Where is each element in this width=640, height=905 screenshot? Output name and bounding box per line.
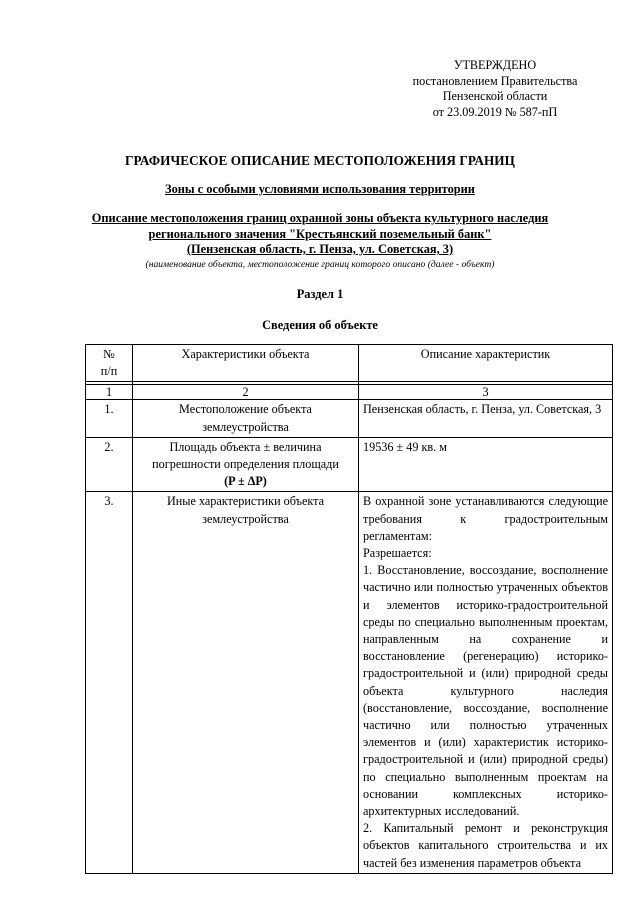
allowed-heading: Разрешается: — [363, 546, 432, 561]
section-heading: Раздел 1 — [296, 287, 344, 301]
description-note: (наименование объекта, местоположение границ которого описано (далее - объект) — [145, 259, 495, 270]
header-description: Описание характеристик — [359, 345, 613, 382]
row-number: 2. — [86, 437, 133, 492]
header-characteristics: Характеристики объекта — [133, 345, 359, 382]
row-value: Пензенская область, г. Пенза, ул. Советская, 3 — [359, 400, 613, 437]
document-subtitle: Зоны с особыми условиями использования территории — [165, 182, 475, 196]
description-line: Описание местоположения границ охранной зоны объекта культурного наследия — [91, 211, 549, 225]
approval-line: постановлением Правительства — [412, 73, 578, 88]
requirements-intro: В охранной зоне устанавливаются следующие требования к градостроительным регламентам: — [363, 494, 608, 543]
allowed-item: 1. Восстановление, воссоздание, восполнение частично или полностью утраченных объектов и элементов историко-градостроительной среды по специально выполненным проектам, направленным на сохранение и восстановление (регенерацию) историко-градостроительной и (или) природной среды объекта культурного наследия (восстановление, воссоздание, восполнение частично или полностью утраченных элементов и (или) характеристик историко-градостроительной и (или) природной среды) по специально выполненным проектам на основании комплексных историко-архитектурных исследований. — [363, 563, 608, 819]
approval-stamp — [380, 58, 610, 120]
object-description — [0, 211, 640, 258]
object-info-table — [85, 344, 613, 874]
approval-line: от 23.09.2019 № 587-пП — [432, 104, 558, 119]
description-line: регионального значения "Крестьянский поземельный банк" — [148, 226, 492, 241]
row-number: 1. — [86, 400, 133, 437]
column-number: 1 — [86, 385, 133, 400]
allowed-item: 2. Капитальный ремонт и реконструкция объектов капитального строительства и их частей без изменения параметров объекта — [363, 821, 608, 870]
row-number: 3. — [86, 492, 133, 873]
column-number: 3 — [359, 385, 613, 400]
description-line: (Пензенская область, г. Пенза, ул. Советская, 3) — [186, 242, 454, 256]
header-number-line2: п/п — [100, 364, 118, 379]
row-value — [359, 492, 613, 873]
approval-line: Пензенской области — [442, 89, 548, 103]
column-number-row — [86, 385, 613, 400]
area-formula: (P ± ΔP) — [224, 474, 267, 489]
row-characteristic — [133, 437, 359, 492]
row-characteristic: Иные характеристики объекта землеустройства — [133, 492, 359, 873]
header-number — [86, 345, 133, 382]
info-heading: Сведения об объекте — [262, 318, 378, 332]
column-number: 2 — [133, 385, 359, 400]
row-characteristic: Местоположение объекта землеустройства — [133, 400, 359, 437]
row-value: 19536 ± 49 кв. м — [359, 437, 613, 492]
approval-line: УТВЕРЖДЕНО — [453, 58, 537, 72]
header-number-line1: № — [103, 347, 115, 361]
table-row — [86, 437, 613, 492]
document-title: ГРАФИЧЕСКОЕ ОПИСАНИЕ МЕСТОПОЛОЖЕНИЯ ГРАНИЦ — [124, 153, 516, 168]
table-row — [86, 400, 613, 437]
row-characteristic-text: Площадь объекта ± величина погрешности определения площади — [152, 439, 339, 472]
table-header-row — [86, 345, 613, 382]
table-row — [86, 492, 613, 873]
